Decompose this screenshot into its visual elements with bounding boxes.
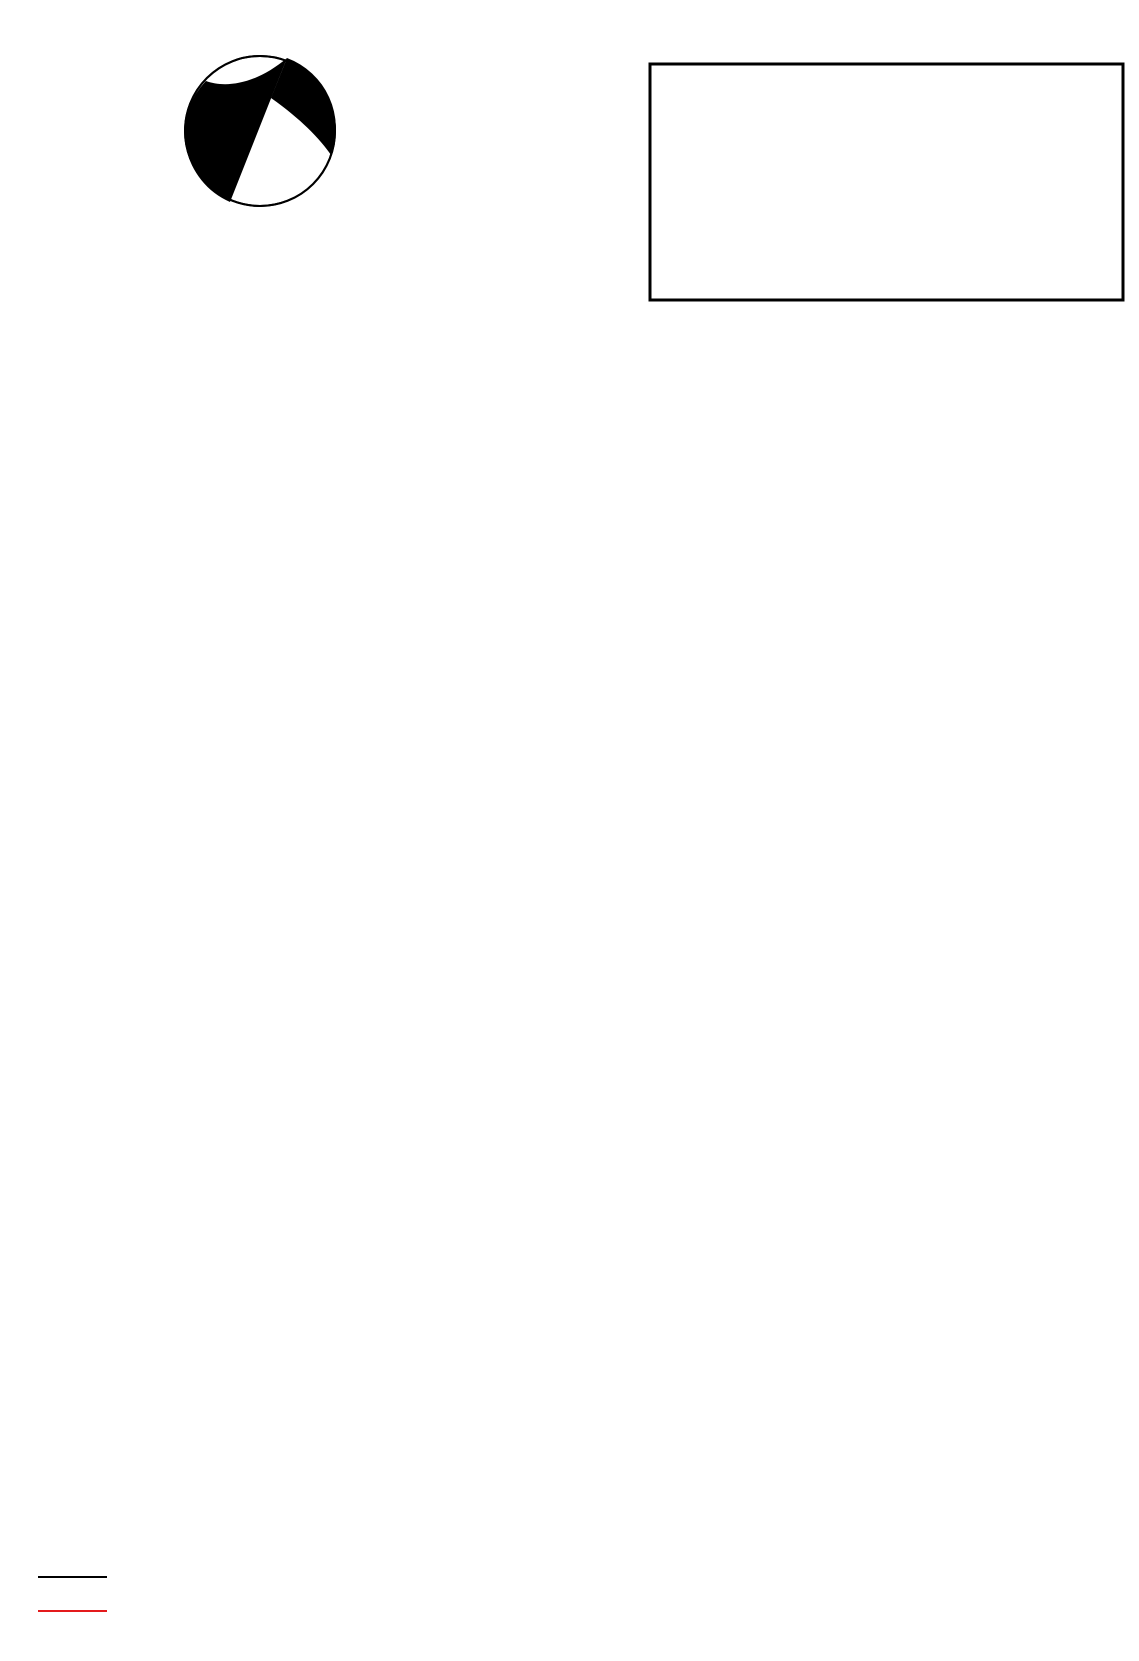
stf-plot-frame [650,64,1123,300]
legend [38,1577,107,1611]
moment-rate-panel [0,0,1123,300]
focal-mechanism-beachball [185,56,336,206]
